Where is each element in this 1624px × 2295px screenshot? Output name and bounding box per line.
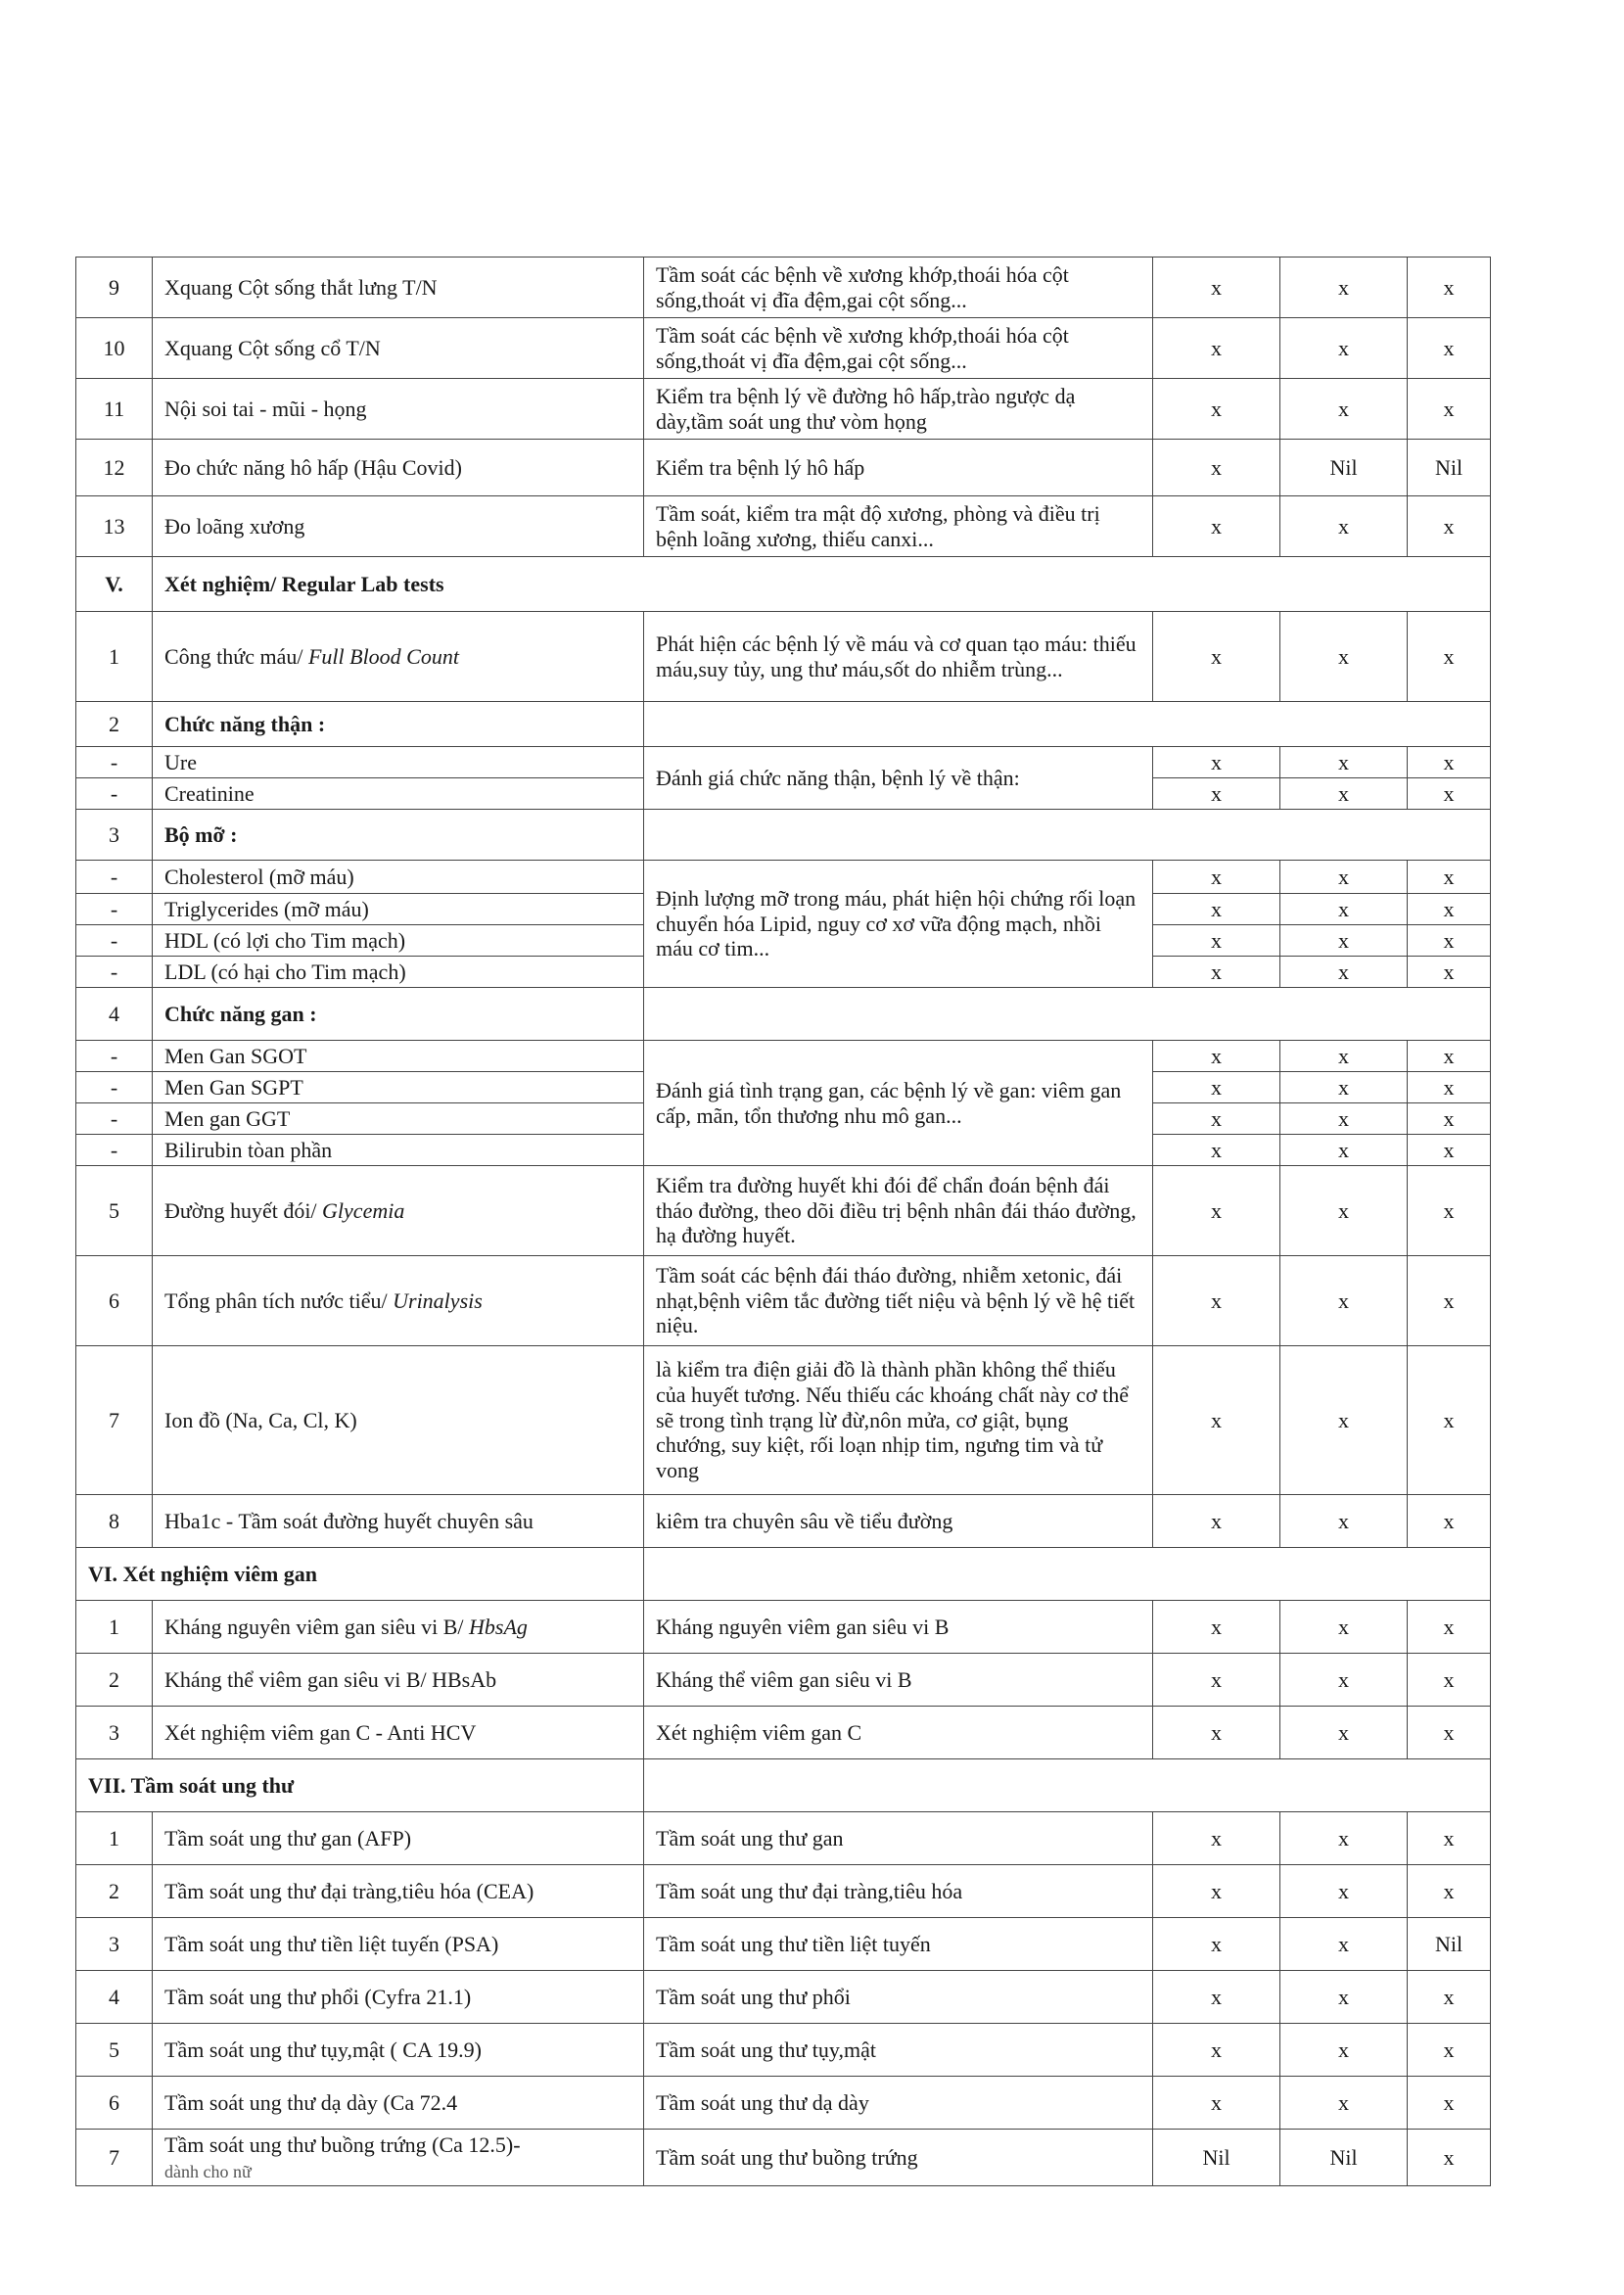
package-mark: x (1408, 318, 1491, 379)
row-number: 10 (76, 318, 153, 379)
package-mark: x (1408, 612, 1491, 702)
row-bullet: - (76, 861, 153, 894)
package-mark: x (1280, 2024, 1408, 2077)
test-name (153, 1495, 644, 1548)
test-description: kiêm tra chuyên sâu về tiểu đường (644, 1495, 1153, 1548)
package-mark: x (1280, 1346, 1408, 1495)
package-mark: x (1153, 1707, 1280, 1759)
test-name-english: Urinalysis (393, 1288, 483, 1313)
row-bullet: - (76, 1135, 153, 1166)
test-name-text: Kháng thể viêm gan siêu vi B/ HBsAb (164, 1666, 497, 1692)
package-mark: x (1280, 1072, 1408, 1103)
test-description: Tầm soát ung thư tiền liệt tuyến (644, 1918, 1153, 1971)
row-number: 12 (76, 440, 153, 496)
group-title: Chức năng gan : (153, 988, 644, 1041)
test-description: Tầm soát các bệnh về xương khớp,thoái hóa cột sống,thoát vị đĩa đệm,gai cột sống... (644, 318, 1153, 379)
test-name (153, 496, 644, 557)
package-mark: x (1408, 1707, 1491, 1759)
row-number: 7 (76, 2130, 153, 2186)
package-mark: x (1153, 894, 1280, 925)
row-number: 13 (76, 496, 153, 557)
package-mark: x (1280, 1495, 1408, 1548)
package-mark: x (1280, 1918, 1408, 1971)
package-mark: x (1408, 1971, 1491, 2024)
row-bullet: - (76, 1072, 153, 1103)
test-name-text: Tầm soát ung thư gan (AFP) (164, 1825, 412, 1850)
test-name-text: Xquang Cột sống cổ T/N (164, 335, 381, 360)
table-row (76, 2130, 1491, 2186)
row-number: 1 (76, 1601, 153, 1654)
test-name-text: Ure (164, 749, 197, 774)
test-name (153, 861, 644, 894)
test-name (153, 1707, 644, 1759)
row-number: 6 (76, 2077, 153, 2130)
table-row (76, 1495, 1491, 1548)
test-description: Tầm soát ung thư tụy,mật (644, 2024, 1153, 2077)
table-row (76, 861, 1491, 894)
table-row (76, 2024, 1491, 2077)
table-row (76, 1707, 1491, 1759)
empty-cell (644, 810, 1491, 861)
test-name-text: Men Gan SGOT (164, 1043, 307, 1068)
test-name-note: dành cho nữ (164, 2161, 252, 2181)
package-mark: x (1280, 318, 1408, 379)
test-name-text: Ion đồ (Na, Ca, Cl, K) (164, 1407, 357, 1432)
table-row (76, 1654, 1491, 1707)
package-mark: x (1280, 1707, 1408, 1759)
section-title: VI. Xét nghiệm viêm gan (76, 1548, 644, 1601)
package-mark: x (1153, 1812, 1280, 1865)
test-name (153, 1103, 644, 1135)
test-name-text: Xét nghiệm viêm gan C - Anti HCV (164, 1719, 477, 1745)
test-name-text: Tầm soát ung thư tiền liệt tuyến (PSA) (164, 1931, 499, 1956)
row-number: 3 (76, 810, 153, 861)
test-description: Xét nghiệm viêm gan C (644, 1707, 1153, 1759)
row-number: 4 (76, 988, 153, 1041)
section-number: V. (76, 557, 153, 612)
test-name-text: Tầm soát ung thư tụy,mật ( CA 19.9) (164, 2037, 482, 2062)
test-name (153, 1812, 644, 1865)
row-number: 2 (76, 1654, 153, 1707)
test-name-text: Nội soi tai - mũi - họng (164, 396, 367, 421)
test-name (153, 1654, 644, 1707)
table-row (76, 1865, 1491, 1918)
package-mark: x (1153, 747, 1280, 778)
test-description: Kháng thể viêm gan siêu vi B (644, 1654, 1153, 1707)
test-name-english: Full Blood Count (307, 643, 459, 669)
test-description: Định lượng mỡ trong máu, phát hiện hội chứng rối loạn chuyển hóa Lipid, nguy cơ xơ vữa động mạch, nhồi máu cơ tim... (644, 861, 1153, 988)
package-mark: x (1280, 379, 1408, 440)
test-name-text: Creatinine (164, 780, 255, 806)
test-description: là kiểm tra điện giải đồ là thành phần không thể thiếu của huyết tương. Nếu thiếu các khoáng chất này cơ thể sẽ trong tình trạng lừ đừ,nôn mửa, cơ giật, bụng chướng, suy kiệt, rối loạn nhịp tim, ngưng tim và tử vong (644, 1346, 1153, 1495)
package-mark: x (1153, 1256, 1280, 1346)
package-mark: x (1280, 1103, 1408, 1135)
row-number: 6 (76, 1256, 153, 1346)
row-number: 5 (76, 1166, 153, 1256)
package-mark: x (1280, 1041, 1408, 1072)
empty-cell (644, 702, 1491, 747)
package-mark: x (1153, 957, 1280, 988)
row-number: 3 (76, 1918, 153, 1971)
test-name (153, 2024, 644, 2077)
test-description: Kiểm tra đường huyết khi đói để chẩn đoán bệnh đái tháo đường, theo dõi điều trị bệnh nhân đái tháo đường, hạ đường huyết. (644, 1166, 1153, 1256)
package-mark: x (1408, 1346, 1491, 1495)
test-name (153, 1918, 644, 1971)
package-mark: x (1408, 1495, 1491, 1548)
test-description: Kháng nguyên viêm gan siêu vi B (644, 1601, 1153, 1654)
table-row (76, 612, 1491, 702)
row-number: 4 (76, 1971, 153, 2024)
package-mark: x (1153, 1971, 1280, 2024)
package-mark: x (1153, 2077, 1280, 2130)
test-name (153, 318, 644, 379)
package-mark: x (1280, 1971, 1408, 2024)
package-mark: x (1280, 1812, 1408, 1865)
test-name-text: Tầm soát ung thư đại tràng,tiêu hóa (CEA) (164, 1878, 534, 1903)
table-row (76, 1166, 1491, 1256)
test-name (153, 2130, 644, 2186)
table-row (76, 988, 1491, 1041)
test-name (153, 1135, 644, 1166)
package-mark: x (1408, 1166, 1491, 1256)
row-number: 1 (76, 612, 153, 702)
package-mark: x (1280, 1654, 1408, 1707)
checkup-table (75, 257, 1491, 2186)
test-description: Phát hiện các bệnh lý về máu và cơ quan tạo máu: thiếu máu,suy tủy, ung thư máu,sốt do nhiễm trùng... (644, 612, 1153, 702)
test-name (153, 440, 644, 496)
test-name-text: Bilirubin tòan phần (164, 1137, 333, 1162)
package-mark: x (1408, 1865, 1491, 1918)
table-row (76, 318, 1491, 379)
section-title: VII. Tầm soát ung thư (76, 1759, 644, 1812)
package-mark: x (1153, 496, 1280, 557)
package-mark: x (1153, 318, 1280, 379)
test-description: Kiểm tra bệnh lý về đường hô hấp,trào ngược dạ dày,tầm soát ung thư vòm họng (644, 379, 1153, 440)
table-row (76, 440, 1491, 496)
package-mark: x (1153, 861, 1280, 894)
package-mark: x (1408, 1072, 1491, 1103)
table-row (76, 1601, 1491, 1654)
test-description: Tầm soát, kiểm tra mật độ xương, phòng và điều trị bệnh loãng xương, thiếu canxi... (644, 496, 1153, 557)
test-name (153, 1041, 644, 1072)
row-bullet: - (76, 1041, 153, 1072)
package-mark: x (1153, 1041, 1280, 1072)
package-mark: x (1408, 1103, 1491, 1135)
row-bullet: - (76, 925, 153, 957)
package-mark: x (1280, 925, 1408, 957)
test-description: Tầm soát ung thư đại tràng,tiêu hóa (644, 1865, 1153, 1918)
package-mark: x (1408, 1812, 1491, 1865)
package-mark: x (1153, 1918, 1280, 1971)
test-name-text: Tầm soát ung thư dạ dày (Ca 72.4 (164, 2089, 458, 2115)
test-name (153, 258, 644, 318)
table-row (76, 1346, 1491, 1495)
package-mark: x (1280, 1601, 1408, 1654)
table-row (76, 1041, 1491, 1072)
test-name (153, 379, 644, 440)
test-description: Đánh giá tình trạng gan, các bệnh lý về gan: viêm gan cấp, mãn, tổn thương nhu mô gan... (644, 1041, 1153, 1166)
test-description: Tầm soát ung thư gan (644, 1812, 1153, 1865)
row-bullet: - (76, 957, 153, 988)
test-name-text: Công thức máu/ (164, 643, 308, 669)
table-row (76, 1918, 1491, 1971)
package-mark: x (1153, 258, 1280, 318)
package-mark: x (1408, 861, 1491, 894)
test-name-text: Tầm soát ung thư phổi (Cyfra 21.1) (164, 1984, 472, 2009)
package-mark: x (1153, 379, 1280, 440)
test-name-text: Đường huyết đói/ (164, 1197, 323, 1223)
test-description: Tầm soát ung thư buồng trứng (644, 2130, 1153, 2186)
package-mark: x (1408, 925, 1491, 957)
package-mark: x (1280, 861, 1408, 894)
test-name-english: HbsAg (469, 1614, 528, 1639)
test-description: Tầm soát ung thư dạ dày (644, 2077, 1153, 2130)
package-mark: Nil (1153, 2130, 1280, 2186)
section-title: Xét nghiệm/ Regular Lab tests (153, 557, 1491, 612)
test-name (153, 778, 644, 810)
package-mark: x (1153, 612, 1280, 702)
package-mark: x (1408, 778, 1491, 810)
package-mark: x (1153, 440, 1280, 496)
package-mark: x (1408, 2130, 1491, 2186)
package-mark: x (1153, 1865, 1280, 1918)
row-bullet: - (76, 894, 153, 925)
package-mark: x (1153, 778, 1280, 810)
row-number: 7 (76, 1346, 153, 1495)
row-bullet: - (76, 1103, 153, 1135)
package-mark: x (1408, 894, 1491, 925)
table-row (76, 1971, 1491, 2024)
test-name (153, 1256, 644, 1346)
package-mark: x (1153, 1072, 1280, 1103)
package-mark: x (1280, 1135, 1408, 1166)
package-mark: Nil (1280, 2130, 1408, 2186)
row-number: 8 (76, 1495, 153, 1548)
table-row (76, 747, 1491, 778)
test-name-text: Hba1c - Tầm soát đường huyết chuyên sâu (164, 1508, 534, 1533)
test-name (153, 925, 644, 957)
test-description: Tầm soát các bệnh về xương khớp,thoái hóa cột sống,thoát vị đĩa đệm,gai cột sống... (644, 258, 1153, 318)
package-mark: Nil (1408, 440, 1491, 496)
test-name-text: Triglycerides (mỡ máu) (164, 896, 369, 921)
test-name (153, 894, 644, 925)
test-description: Tầm soát ung thư phổi (644, 1971, 1153, 2024)
package-mark: x (1280, 1166, 1408, 1256)
row-number: 1 (76, 1812, 153, 1865)
package-mark: x (1153, 1654, 1280, 1707)
group-title: Bộ mỡ : (153, 810, 644, 861)
package-mark: x (1408, 747, 1491, 778)
package-mark: x (1408, 379, 1491, 440)
package-mark: x (1280, 1865, 1408, 1918)
package-mark: x (1408, 2024, 1491, 2077)
package-mark: x (1280, 1256, 1408, 1346)
package-mark: x (1280, 258, 1408, 318)
test-name (153, 1346, 644, 1495)
package-mark: x (1408, 1041, 1491, 1072)
package-mark: x (1153, 925, 1280, 957)
package-mark: x (1408, 1256, 1491, 1346)
test-name-text: Đo loãng xương (164, 513, 305, 539)
table-row (76, 258, 1491, 318)
row-bullet: - (76, 778, 153, 810)
test-name (153, 747, 644, 778)
test-name-text: Cholesterol (mỡ máu) (164, 864, 354, 889)
package-mark: x (1153, 1346, 1280, 1495)
row-number: 5 (76, 2024, 153, 2077)
package-mark: x (1280, 612, 1408, 702)
row-number: 11 (76, 379, 153, 440)
test-name (153, 2077, 644, 2130)
package-mark: x (1153, 1495, 1280, 1548)
section-header-row (76, 557, 1491, 612)
section-header-row (76, 1548, 1491, 1601)
section-header-row (76, 1759, 1491, 1812)
test-name-text: LDL (có hại cho Tim mạch) (164, 959, 406, 984)
test-name-english: Glycemia (322, 1197, 405, 1223)
test-name (153, 612, 644, 702)
group-title: Chức năng thận : (153, 702, 644, 747)
empty-cell (644, 988, 1491, 1041)
test-name (153, 1601, 644, 1654)
table-row (76, 1812, 1491, 1865)
table-row (76, 810, 1491, 861)
table-row (76, 2077, 1491, 2130)
test-description: Tầm soát các bệnh đái tháo đường, nhiễm xetonic, đái nhạt,bệnh viêm tắc đường tiết niệu và bệnh lý về hệ tiết niệu. (644, 1256, 1153, 1346)
test-name-text: Kháng nguyên viêm gan siêu vi B/ (164, 1614, 470, 1639)
test-name-text: Tầm soát ung thư buồng trứng (Ca 12.5)- (164, 2131, 521, 2157)
package-mark: x (1280, 957, 1408, 988)
test-name-text: Xquang Cột sống thắt lưng T/N (164, 274, 438, 300)
test-name-text: Tổng phân tích nước tiểu/ (164, 1288, 394, 1313)
row-number: 2 (76, 702, 153, 747)
test-name (153, 1865, 644, 1918)
package-mark: x (1280, 2077, 1408, 2130)
test-description: Đánh giá chức năng thận, bệnh lý về thận: (644, 747, 1153, 810)
test-name (153, 957, 644, 988)
checkup-table-body (76, 258, 1491, 2186)
table-row (76, 1256, 1491, 1346)
row-number: 2 (76, 1865, 153, 1918)
package-mark: Nil (1408, 1918, 1491, 1971)
package-mark: x (1280, 778, 1408, 810)
package-mark: x (1280, 894, 1408, 925)
package-mark: x (1153, 1166, 1280, 1256)
empty-cell (644, 1548, 1491, 1601)
package-mark: x (1153, 1103, 1280, 1135)
test-name (153, 1971, 644, 2024)
test-name-text: HDL (có lợi cho Tim mạch) (164, 927, 406, 953)
test-name-text: Men gan GGT (164, 1105, 291, 1131)
package-mark: x (1408, 1135, 1491, 1166)
test-name (153, 1166, 644, 1256)
test-name (153, 1072, 644, 1103)
package-mark: x (1153, 2024, 1280, 2077)
package-mark: x (1153, 1601, 1280, 1654)
table-row (76, 379, 1491, 440)
package-mark: x (1153, 1135, 1280, 1166)
table-row (76, 496, 1491, 557)
row-number: 3 (76, 1707, 153, 1759)
package-mark: x (1408, 2077, 1491, 2130)
package-mark: x (1408, 957, 1491, 988)
row-number: 9 (76, 258, 153, 318)
package-mark: x (1408, 1654, 1491, 1707)
package-mark: x (1408, 1601, 1491, 1654)
package-mark: x (1408, 496, 1491, 557)
test-name-text: Đo chức năng hô hấp (Hậu Covid) (164, 454, 462, 480)
package-mark: x (1280, 747, 1408, 778)
table-row (76, 702, 1491, 747)
test-description: Kiểm tra bệnh lý hô hấp (644, 440, 1153, 496)
package-mark: x (1280, 496, 1408, 557)
empty-cell (644, 1759, 1491, 1812)
test-name-text: Men Gan SGPT (164, 1074, 303, 1100)
row-bullet: - (76, 747, 153, 778)
package-mark: x (1408, 258, 1491, 318)
package-mark: Nil (1280, 440, 1408, 496)
